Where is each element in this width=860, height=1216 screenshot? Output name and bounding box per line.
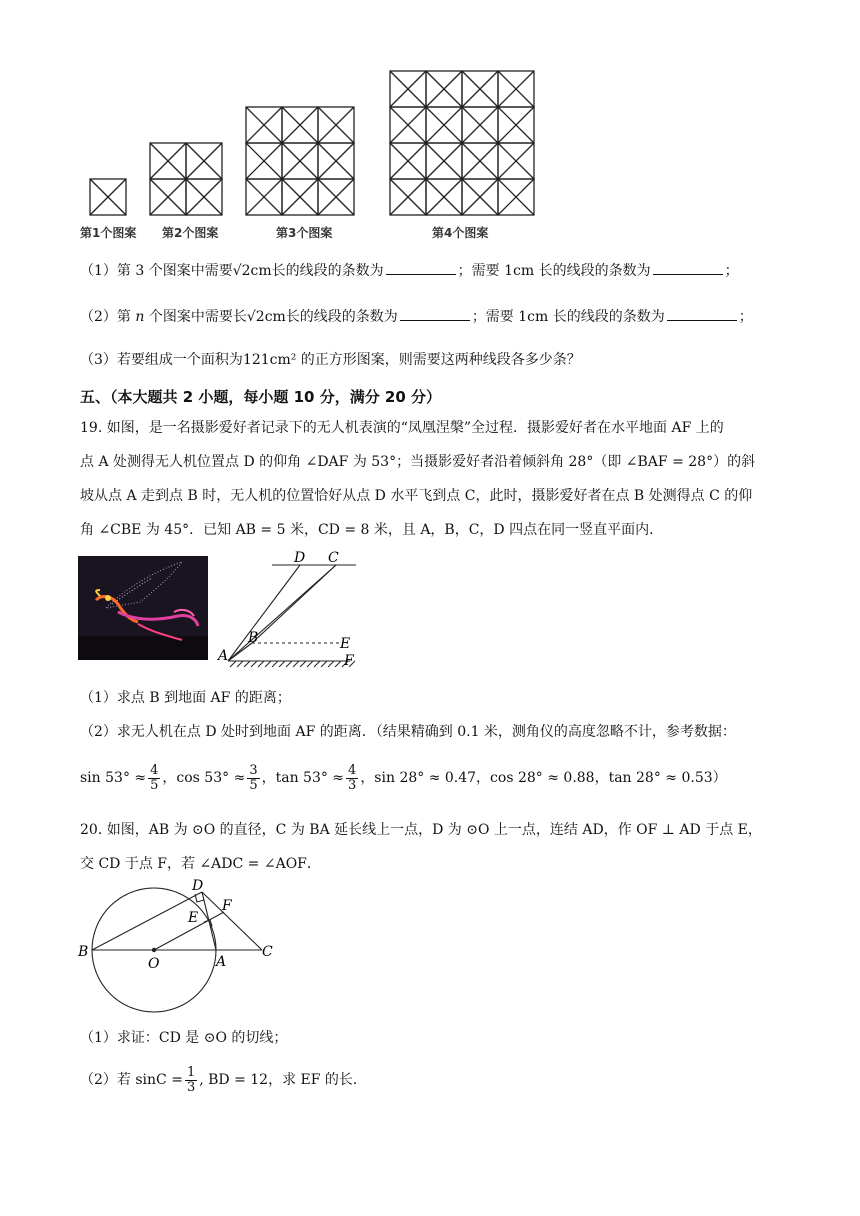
label-E: E — [340, 636, 351, 652]
circle-diagram — [76, 878, 286, 1018]
label-D: D — [192, 878, 204, 894]
q20-stem-line-1: 20. 如图，AB 为 ⊙O 的直径，C 为 BA 延长线上一点，D 为 ⊙O 上一点，连结 AD，作 OF ⊥ AD 于点 E， — [80, 822, 762, 838]
label-E: E — [188, 910, 199, 926]
fraction: $\frac{3}{5}$ — [249, 762, 258, 793]
phoenix-drone-photo — [78, 556, 208, 660]
q18-part-3: （3）若要组成一个面积为121cm² 的正方形图案，则需要这两种线段各多少条？ — [80, 352, 581, 368]
q19-reference-data: sin 53° ≈ $\frac{4}{5}$ ，cos 53° ≈ $\frac{3}{5}$ ，tan 53° ≈ $\frac{4}{3}$ ，sin 28° ≈ 0.47，cos 28° ≈ 0.88，tan 28° ≈ 0.53） — [80, 762, 727, 793]
slope-diagram — [216, 548, 366, 668]
q20-sub-1: （1）求证：CD 是 ⊙O 的切线； — [80, 1030, 288, 1046]
pattern-2 — [150, 143, 222, 215]
answer-blank[interactable] — [400, 306, 470, 321]
caption-pattern-1: 第1个图案 — [80, 226, 137, 240]
pattern-4 — [390, 71, 534, 215]
section-heading: 五、（本大题共 2 小题，每小题 10 分，满分 20 分） — [80, 388, 442, 406]
label-A: A — [216, 954, 227, 970]
fraction: $\frac{4}{5}$ — [150, 762, 159, 793]
label-C: C — [328, 550, 339, 566]
answer-blank[interactable] — [667, 306, 737, 321]
fraction: $\frac{1}{3}$ — [186, 1064, 196, 1095]
fraction: $\frac{4}{3}$ — [348, 762, 357, 793]
answer-blank[interactable] — [653, 260, 723, 275]
square-pattern-figure — [80, 60, 550, 250]
caption-pattern-2: 第2个图案 — [162, 226, 219, 240]
label-F: F — [222, 898, 232, 914]
caption-pattern-3: 第3个图案 — [276, 226, 333, 240]
q19-sub-1: （1）求点 B 到地面 AF 的距离； — [80, 690, 291, 706]
q19-stem-line-1: 19. 如图，是一名摄影爱好者记录下的无人机表演的“凤凰涅槃”全过程．摄影爱好者在水平地面 AF 上的 — [80, 420, 724, 436]
label-D: D — [294, 550, 306, 566]
label-A: A — [218, 648, 229, 664]
q19-sub-2: （2）求无人机在点 D 处时到地面 AF 的距离．（结果精确到 0.1 米，测角仪的高度忽略不计，参考数据： — [80, 724, 736, 740]
caption-pattern-4: 第4个图案 — [432, 226, 489, 240]
q19-stem-line-2: 点 A 处测得无人机位置点 D 的仰角 ∠DAF 为 53°；当摄影爱好者沿着倾斜角 28°（即 ∠BAF = 28°）的斜 — [80, 454, 756, 470]
q19-stem-line-4: 角 ∠CBE 为 45°．已知 AB = 5 米，CD = 8 米，且 A，B，C，D 四点在同一竖直平面内． — [80, 522, 664, 538]
label-B: B — [78, 944, 89, 960]
pattern-3 — [246, 107, 354, 215]
label-B: B — [248, 630, 259, 646]
q19-stem-line-3: 坡从点 A 走到点 B 时，无人机的位置恰好从点 D 水平飞到点 C，此时，摄影爱好者在点 B 处测得点 C 的仰 — [80, 488, 753, 504]
q18-part-1: （1）第 3 个图案中需要√2cm长的线段的条数为 ；需要 1cm 长的线段的条数为 ； — [80, 260, 739, 281]
q20-sub-2: （2）若 sinC = $\frac{1}{3}$ , BD = 12，求 EF 的长． — [80, 1064, 367, 1095]
label-O: O — [148, 956, 160, 972]
label-C: C — [262, 944, 273, 960]
label-F: F — [344, 653, 354, 668]
q18-part-2: （2）第 n 个图案中需要长√2cm长的线段的条数为 ；需要 1cm 长的线段的条数为 ； — [80, 306, 753, 327]
pattern-1 — [90, 179, 126, 215]
q20-stem-line-2: 交 CD 于点 F，若 ∠ADC = ∠AOF． — [80, 856, 321, 872]
answer-blank[interactable] — [386, 260, 456, 275]
